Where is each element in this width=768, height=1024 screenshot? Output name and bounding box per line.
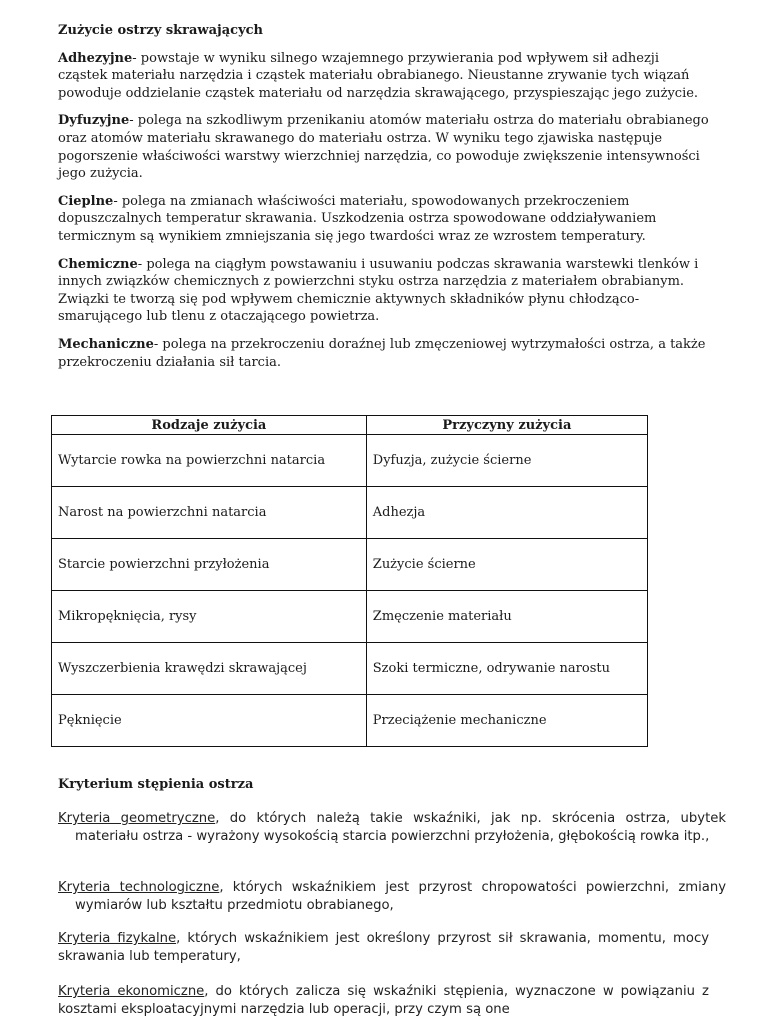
wear-type-cell: Narost na powierzchni natarcia [52, 487, 367, 539]
criterion-technological [58, 879, 726, 915]
wear-type-cell: Mikropęknięcia, rysy [52, 591, 367, 643]
criterion-text: , do których zalicza się wskaźniki stępienia, wyznaczone w powiązaniu z kosztami eksploatacyjnymi narzędzia lub operacji, przy czym są one [58, 984, 709, 1017]
criterion-term: Kryteria technologiczne [58, 880, 220, 895]
section-adhezyjne [58, 50, 710, 103]
section-text: - polega na ciągłym powstawaniu i usuwaniu podczas skrawania warstewki tlenków i innych związków chemicznych z powierzchni styku ostrza narzędzia z materiałem obrabianym. Związki te tworzą się pod wpływem chemicznie aktywnych składników płynu chłodząco- smarującego lub tlenu z otaczającego powietrza. [58, 256, 699, 325]
table-row [52, 487, 648, 539]
wear-cause-cell: Zużycie ścierne [366, 539, 647, 591]
section-text: - polega na zmianach właściwości materiału, spowodowanych przekroczeniem dopuszczalnych temperatur skrawania. Uszkodzenia ostrza spowodowane oddziaływaniem termicznym są wynikiem zmniejszania się jego twardości wraz ze wzrostem temperatury. [58, 193, 657, 244]
table-row [52, 591, 648, 643]
wear-type-cell: Pęknięcie [52, 695, 367, 747]
wear-cause-cell: Zmęczenie materiału [366, 591, 647, 643]
section-text: - powstaje w wyniku silnego wzajemnego przywierania pod wpływem sił adhezji cząstek materiału narzędzia i cząstek materiału obrabianego. Nieustanne zrywanie tych wiązań powoduje oddzielanie cząstek materiału od narzędzia skrawającego, przyspieszając jego zużycie. [58, 50, 699, 101]
section-chemiczne [58, 256, 710, 326]
section-cieplne [58, 193, 710, 246]
section-term: Adhezyjne [58, 50, 133, 66]
table-header-row [52, 416, 648, 435]
criterion-economic [58, 983, 709, 1019]
criterion-geometric [58, 810, 726, 846]
document-body [58, 22, 710, 381]
wear-table [51, 415, 648, 747]
wear-cause-cell: Adhezja [366, 487, 647, 539]
section-term: Chemiczne [58, 256, 138, 272]
criteria-heading: Kryterium stępienia ostrza [58, 777, 254, 792]
criterion-term: Kryteria ekonomiczne [58, 984, 205, 999]
header-wear-types: Rodzaje zużycia [52, 416, 367, 435]
table-row [52, 643, 648, 695]
wear-type-cell: Wytarcie rowka na powierzchni natarcia [52, 435, 367, 487]
table-row [52, 539, 648, 591]
section-text: - polega na przekroczeniu doraźnej lub zmęczeniowej wytrzymałości ostrza, a także przekroczeniu działania sił tarcia. [58, 336, 706, 370]
wear-type-cell: Starcie powierzchni przyłożenia [52, 539, 367, 591]
wear-cause-cell: Przeciążenie mechaniczne [366, 695, 647, 747]
header-wear-causes: Przyczyny zużycia [366, 416, 647, 435]
criterion-physical [58, 930, 709, 966]
document-title: Zużycie ostrzy skrawających [58, 23, 264, 38]
criterion-text: , do których należą takie wskaźniki, jak np. skrócenia ostrza, ubytek materiału ostrza - wyrażony wysokością starcia powierzchni przyłożenia, głębokością rowka itp., [75, 811, 726, 844]
table-row [52, 435, 648, 487]
section-term: Mechaniczne [58, 336, 154, 352]
wear-cause-cell: Dyfuzja, zużycie ścierne [366, 435, 647, 487]
section-text: - polega na szkodliwym przenikaniu atomów materiału ostrza do materiału obrabianego oraz atomów materiału skrawanego do materiału ostrza. W wyniku tego zjawiska następuje pogorszenie właściwości warstwy wierzchniej narzędzia, co powoduje zwiększenie intensywności jego zużycia. [58, 113, 709, 182]
section-term: Cieplne [58, 193, 114, 209]
wear-type-cell: Wyszczerbienia krawędzi skrawającej [52, 643, 367, 695]
criterion-term: Kryteria fizykalne [58, 931, 177, 946]
table-row [52, 695, 648, 747]
criterion-text: , których wskaźnikiem jest określony przyrost sił skrawania, momentu, mocy skrawania lub temperatury, [58, 931, 709, 964]
criterion-term: Kryteria geometryczne [58, 811, 216, 826]
section-term: Dyfuzyjne [58, 113, 130, 129]
criterion-text: , których wskaźnikiem jest przyrost chropowatości powierzchni, zmiany wymiarów lub kształtu przedmiotu obrabianego, [75, 880, 727, 913]
section-mechaniczne [58, 336, 710, 371]
section-dyfuzyjne [58, 112, 710, 182]
wear-cause-cell: Szoki termiczne, odrywanie narostu [366, 643, 647, 695]
